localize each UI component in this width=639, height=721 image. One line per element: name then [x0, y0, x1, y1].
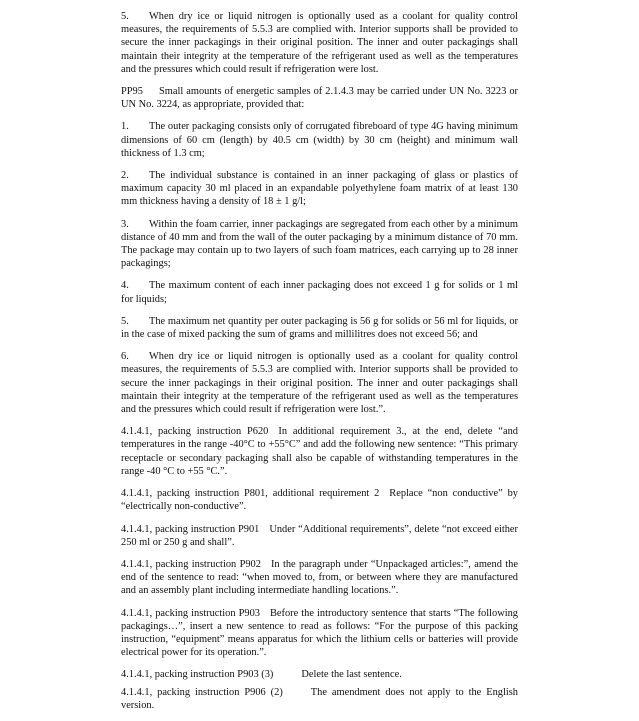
document-page [121, 10, 518, 721]
amendment-text: In the paragraph under “Unpackaged articles:”, amend the end of the sentence to read: “when moved to, from, or between where they are manufactured and an assembly plant including intermediate handling locations.”. [121, 558, 518, 597]
pp95-item-6 [121, 350, 518, 416]
pp95-item-1 [121, 120, 518, 160]
item-number: 6. [121, 351, 129, 363]
item-number: 1. [121, 121, 129, 133]
item-text: When dry ice or liquid nitrogen is optionally used as a coolant for quality control measures, the requirements of 5.5.3 are complied with. Interior supports shall be provided to secure the inner packagings in their original position. The inner and outer packagings shall maintain their integrity at the temperature of the refrigerant used as well as the temperatures and the pressures which could result if refrigeration were lost. [121, 11, 518, 75]
amendment-ref: 4.1.4.1, packing instruction P620 [121, 426, 269, 438]
item-text: Within the foam carrier, inner packagings are segregated from each other by a minimum distance of 40 mm and from the wall of the outer packaging by a minimum distance of 70 mm. The package may contain up to two layers of such foam matrices, each carrying up to 28 inner packagings; [121, 218, 518, 270]
pp95-text: Small amounts of energetic samples of 2.1.4.3 may be carried under UN No. 3223 or UN No. 3224, as appropriate, provided that: [121, 86, 518, 111]
item-text: The outer packaging consists only of corrugated fibreboard of type 4G having minimum dimensions of 60 cm (length) by 40.5 cm (width) by 30 cm (height) and minimum wall thickness of 1.3 cm; [121, 121, 518, 159]
amendment-p801 [121, 487, 518, 513]
item-number: 5. [121, 11, 129, 22]
amendment-ref: 4.1.4.1, packing instruction P902 [121, 558, 261, 570]
item-text: The maximum content of each inner packaging does not exceed 1 g for solids or 1 ml for liquids; [121, 280, 518, 305]
amendment-p903 [121, 607, 518, 660]
pp95-item-5 [121, 315, 518, 341]
item-text: The maximum net quantity per outer packaging is 56 g for solids or 56 ml for liquids, or in the case of mixed packing the sum of grams and millilitres does not exceed 56; and [121, 315, 518, 341]
amendment-p901 [121, 523, 518, 549]
amendment-ref: 4.1.4.1, packing instruction P801, additional requirement 2 [121, 488, 380, 500]
amendment-ref: 4.1.4.1, packing instruction P903 (3) [121, 669, 274, 681]
item-number: 4. [121, 280, 129, 292]
pp95-paragraph [121, 85, 518, 111]
amendment-p620 [121, 425, 518, 478]
amendment-text: Before the introductory sentence that starts “The following packagings…”, insert a new sentence to read as follows: “For the purpose of this packing instruction, “equipment” means apparatus for which the lithium cells or batteries will provide electrical power for its operation.”. [121, 607, 519, 659]
amendment-text: Replace “non conductive” by “electrically non-conductive”. [121, 488, 518, 513]
pp95-item-3 [121, 218, 518, 271]
amendment-text: Delete the last sentence. [301, 669, 402, 681]
item-number: 2. [121, 170, 129, 182]
amendment-p903-3 [121, 668, 518, 681]
amendment-text: In additional requirement 3., at the end, delete “and temperatures in the range -40°C to +55°C” and add the following new sentence: “This primary receptacle or secondary packaging shall also be capable of withstanding temperatures in the range -40 °C to +55 °C.”. [121, 426, 518, 477]
item-number: 5. [121, 315, 129, 327]
amendment-text: The amendment does not apply to the English version. [121, 686, 518, 711]
pp95-item-2 [121, 169, 518, 209]
intro-item-5 [121, 10, 518, 76]
pp95-ref: PP95 [121, 86, 143, 98]
amendment-text: Under “Additional requirements”, delete “not exceed either 250 ml or 250 g and shall”. [121, 523, 518, 548]
item-number: 3. [121, 218, 129, 230]
amendment-p902 [121, 558, 518, 598]
item-text: The individual substance is contained in an inner packaging of glass or plastics of maximum capacity 30 ml placed in an expandable polyethylene foam matrix of at least 130 mm thickness having a density of 18 ± 1 g/l; [121, 170, 518, 208]
amendment-p906-2 [121, 686, 518, 712]
item-text: When dry ice or liquid nitrogen is optionally used as a coolant for quality control measures, the requirements of 5.5.3 are complied with. Interior supports shall be provided to secure the inner packagings in their original position. The inner and outer packagings shall maintain their integrity at the temperature of the refrigerant used as well as the temperatures and the pressures which could result if refrigeration were lost.”. [121, 351, 518, 416]
amendment-ref: 4.1.4.1, packing instruction P901 [121, 523, 260, 535]
amendment-ref: 4.1.4.1, packing instruction P903 [121, 607, 260, 619]
amendment-ref: 4.1.4.1, packing instruction P906 (2) [121, 686, 283, 698]
pp95-item-4 [121, 279, 518, 305]
